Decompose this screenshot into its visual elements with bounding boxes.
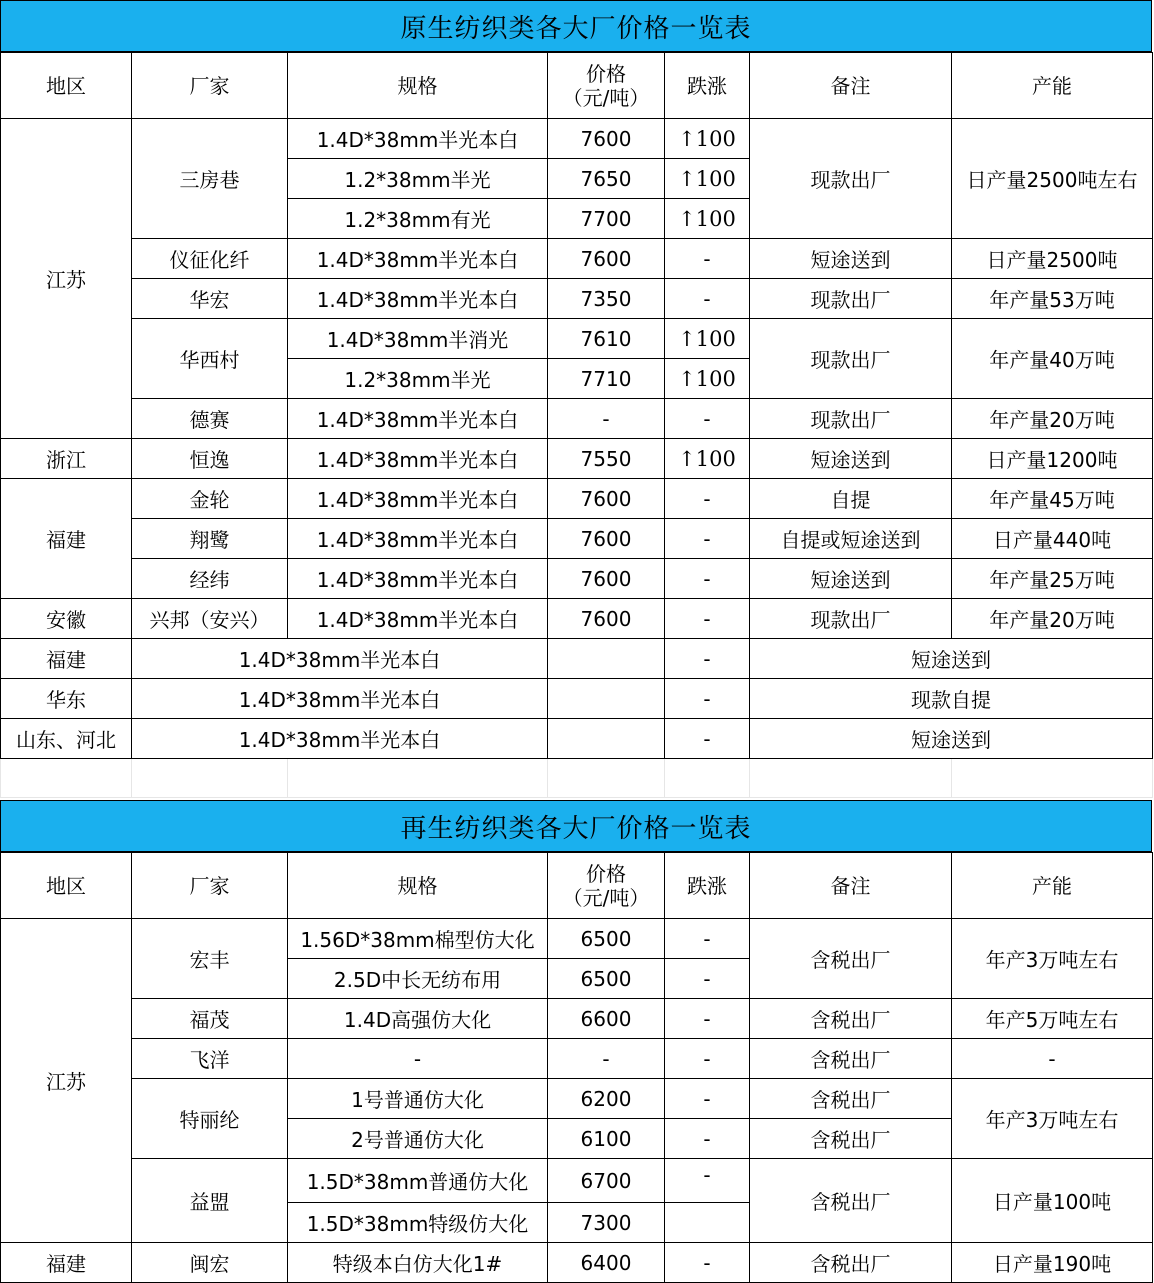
capacity-cell: 日产量2500吨 (952, 239, 1153, 279)
header-note: 备注 (750, 853, 952, 919)
note-cell: 含税出厂 (750, 1243, 952, 1283)
capacity-cell: 日产量100吨 (952, 1159, 1153, 1243)
change-cell: ↑100 (665, 199, 750, 239)
capacity-cell: 年产5万吨左右 (952, 999, 1153, 1039)
capacity-cell: 年产3万吨左右 (952, 1079, 1153, 1159)
header-capacity: 产能 (952, 853, 1153, 919)
spacer-cell (548, 759, 665, 798)
table-row (1, 119, 1153, 159)
capacity-cell: 年产量25万吨 (952, 559, 1153, 599)
note-cell: 短途送到 (750, 559, 952, 599)
price-cell: 7710 (548, 359, 665, 399)
header-price-line1: 价格 (586, 61, 626, 86)
factory-cell: 经纬 (132, 559, 288, 599)
spacer-cell (1, 759, 132, 798)
region-cell: 安徽 (1, 599, 132, 639)
factory-cell: 宏丰 (132, 919, 288, 999)
spec-cell: 1.4D*38mm半光本白 (288, 559, 548, 599)
price-cell: 7600 (548, 559, 665, 599)
spec-cell: 1.4D*38mm半光本白 (288, 119, 548, 159)
header-price (548, 53, 665, 119)
price-cell: 6100 (548, 1119, 665, 1159)
header-note: 备注 (750, 53, 952, 119)
table2-title: 再生纺织类各大厂价格一览表 (0, 800, 1152, 852)
change-cell: - (665, 479, 750, 519)
spec-cell: 1.4D*38mm半光本白 (288, 439, 548, 479)
spec-cell: 1.4D*38mm半光本白 (288, 599, 548, 639)
capacity-cell: 日产量440吨 (952, 519, 1153, 559)
table-row (1, 479, 1153, 519)
price-cell: 6600 (548, 999, 665, 1039)
price-cell: 7600 (548, 119, 665, 159)
note-cell: 现款出厂 (750, 599, 952, 639)
capacity-cell: 年产3万吨左右 (952, 919, 1153, 999)
price-cell (548, 679, 665, 719)
spec-cell: 1.4D*38mm半光本白 (288, 399, 548, 439)
factory-cell: 德赛 (132, 399, 288, 439)
header-price-line1: 价格 (586, 861, 626, 886)
table-row (1, 319, 1153, 359)
header-price (548, 853, 665, 919)
header-change: 跌涨 (665, 53, 750, 119)
spacer-cell (952, 759, 1153, 798)
change-cell: ↑100 (665, 439, 750, 479)
factory-cell: 三房巷 (132, 119, 288, 239)
capacity-cell: 日产量190吨 (952, 1243, 1153, 1283)
region-cell: 浙江 (1, 439, 132, 479)
market-row (1, 719, 1153, 759)
change-cell: - (665, 919, 750, 959)
table2 (0, 852, 1153, 1283)
change-cell: - (665, 1079, 750, 1119)
region-cell: 山东、河北 (1, 719, 132, 759)
table-row (1, 559, 1153, 599)
price-cell: 6500 (548, 919, 665, 959)
factory-cell: 兴邦（安兴） (132, 599, 288, 639)
spacer-cell (288, 759, 548, 798)
factory-cell: 恒逸 (132, 439, 288, 479)
note-cell: 含税出厂 (750, 999, 952, 1039)
change-cell: - (665, 999, 750, 1039)
table-row (1, 1039, 1153, 1079)
price-cell: - (548, 399, 665, 439)
header-factory: 厂家 (132, 853, 288, 919)
spec-cell: 2.5D中长无纺布用 (288, 959, 548, 999)
price-cell: 6200 (548, 1079, 665, 1119)
table1-title: 原生纺织类各大厂价格一览表 (0, 0, 1152, 52)
table-row (1, 439, 1153, 479)
spec-cell: 1号普通仿大化 (288, 1079, 548, 1119)
price-cell: 7300 (548, 1203, 665, 1243)
header-price-line2: （元/吨） (562, 885, 650, 910)
region-cell: 福建 (1, 1243, 132, 1283)
capacity-cell: 年产量20万吨 (952, 599, 1153, 639)
change-cell: ↑100 (665, 359, 750, 399)
change-cell: - (665, 679, 750, 719)
change-cell: - (665, 1119, 750, 1159)
note-cell: 现款出厂 (750, 399, 952, 439)
spec-cell: 1.2*38mm半光 (288, 159, 548, 199)
spec-cell: 1.4D*38mm半光本白 (288, 479, 548, 519)
change-cell: - (665, 1243, 750, 1283)
change-cell: - (665, 599, 750, 639)
capacity-cell: 年产量20万吨 (952, 399, 1153, 439)
change-cell: ↑100 (665, 159, 750, 199)
change-cell (665, 1203, 750, 1243)
header-price-line2: （元/吨） (562, 85, 650, 110)
price-cell: 6500 (548, 959, 665, 999)
change-cell: - (665, 719, 750, 759)
table2-header-row (1, 853, 1153, 919)
spec-cell: 1.4D*38mm半光本白 (132, 639, 548, 679)
factory-cell: 飞洋 (132, 1039, 288, 1079)
header-region: 地区 (1, 853, 132, 919)
region-cell: 华东 (1, 679, 132, 719)
note-cell: 现款出厂 (750, 119, 952, 239)
spec-cell: 1.2*38mm有光 (288, 199, 548, 239)
region-cell: 江苏 (1, 119, 132, 439)
note-cell: 含税出厂 (750, 1039, 952, 1079)
factory-cell: 华西村 (132, 319, 288, 399)
price-cell: 7700 (548, 199, 665, 239)
factory-cell: 益盟 (132, 1159, 288, 1243)
spec-cell: 1.56D*38mm棉型仿大化 (288, 919, 548, 959)
table1 (0, 52, 1153, 798)
spacer-cell (750, 759, 952, 798)
note-cell: 含税出厂 (750, 1159, 952, 1243)
factory-cell: 仪征化纤 (132, 239, 288, 279)
header-factory: 厂家 (132, 53, 288, 119)
spacer-cell (665, 759, 750, 798)
market-row (1, 679, 1153, 719)
note-cell: 现款出厂 (750, 279, 952, 319)
spec-cell: 1.2*38mm半光 (288, 359, 548, 399)
price-cell: 7600 (548, 599, 665, 639)
price-cell: - (548, 1039, 665, 1079)
capacity-cell: 年产量45万吨 (952, 479, 1153, 519)
region-cell: 福建 (1, 639, 132, 679)
note-cell: 现款自提 (750, 679, 1153, 719)
note-cell: 自提 (750, 479, 952, 519)
table-row (1, 399, 1153, 439)
note-cell: 含税出厂 (750, 919, 952, 999)
change-cell: - (665, 399, 750, 439)
region-cell: 江苏 (1, 919, 132, 1243)
region-cell: 福建 (1, 479, 132, 599)
capacity-cell: - (952, 1039, 1153, 1079)
market-row (1, 639, 1153, 679)
factory-cell: 福茂 (132, 999, 288, 1039)
spec-cell: 1.4D*38mm半光本白 (288, 519, 548, 559)
factory-cell: 翔鹭 (132, 519, 288, 559)
factory-cell: 华宏 (132, 279, 288, 319)
table-row (1, 279, 1153, 319)
price-cell: 7600 (548, 479, 665, 519)
table-row (1, 919, 1153, 959)
spec-cell: 1.4D*38mm半光本白 (288, 239, 548, 279)
table-row (1, 1159, 1153, 1203)
spec-cell: - (288, 1039, 548, 1079)
change-cell: - (665, 519, 750, 559)
price-cell: 7600 (548, 239, 665, 279)
note-cell: 短途送到 (750, 639, 1153, 679)
header-capacity: 产能 (952, 53, 1153, 119)
note-cell: 短途送到 (750, 239, 952, 279)
price-cell (548, 719, 665, 759)
capacity-cell: 日产量1200吨 (952, 439, 1153, 479)
table-row (1, 599, 1153, 639)
table-row (1, 999, 1153, 1039)
price-cell: 7600 (548, 519, 665, 559)
change-cell: - (665, 1159, 750, 1203)
table-row (1, 519, 1153, 559)
price-cell (548, 639, 665, 679)
price-cell: 6700 (548, 1159, 665, 1203)
price-cell: 7650 (548, 159, 665, 199)
note-cell: 短途送到 (750, 719, 1153, 759)
note-cell: 短途送到 (750, 439, 952, 479)
change-cell: - (665, 279, 750, 319)
spec-cell: 1.5D*38mm特级仿大化 (288, 1203, 548, 1243)
spec-cell: 1.4D*38mm半消光 (288, 319, 548, 359)
spacer-cell (132, 759, 288, 798)
header-spec: 规格 (288, 853, 548, 919)
note-cell: 含税出厂 (750, 1079, 952, 1119)
change-cell: - (665, 959, 750, 999)
factory-cell: 金轮 (132, 479, 288, 519)
table1-header-row (1, 53, 1153, 119)
change-cell: ↑100 (665, 119, 750, 159)
table-row (1, 239, 1153, 279)
header-spec: 规格 (288, 53, 548, 119)
note-cell: 自提或短途送到 (750, 519, 952, 559)
price-cell: 7610 (548, 319, 665, 359)
factory-cell: 特丽纶 (132, 1079, 288, 1159)
price-cell: 6400 (548, 1243, 665, 1283)
table-row (1, 1243, 1153, 1283)
note-cell: 含税出厂 (750, 1119, 952, 1159)
spec-cell: 2号普通仿大化 (288, 1119, 548, 1159)
change-cell: ↑100 (665, 319, 750, 359)
capacity-cell: 日产量2500吨左右 (952, 119, 1153, 239)
spec-cell: 1.4D高强仿大化 (288, 999, 548, 1039)
capacity-cell: 年产量40万吨 (952, 319, 1153, 399)
change-cell: - (665, 239, 750, 279)
header-change: 跌涨 (665, 853, 750, 919)
spacer-row (1, 759, 1153, 798)
price-cell: 7550 (548, 439, 665, 479)
change-cell: - (665, 559, 750, 599)
factory-cell: 闽宏 (132, 1243, 288, 1283)
price-cell: 7350 (548, 279, 665, 319)
spec-cell: 1.5D*38mm普通仿大化 (288, 1159, 548, 1203)
header-region: 地区 (1, 53, 132, 119)
change-cell: - (665, 639, 750, 679)
capacity-cell: 年产量53万吨 (952, 279, 1153, 319)
spec-cell: 1.4D*38mm半光本白 (132, 679, 548, 719)
note-cell: 现款出厂 (750, 319, 952, 399)
table-row (1, 1079, 1153, 1119)
change-cell: - (665, 1039, 750, 1079)
spec-cell: 特级本白仿大化1# (288, 1243, 548, 1283)
spec-cell: 1.4D*38mm半光本白 (288, 279, 548, 319)
spec-cell: 1.4D*38mm半光本白 (132, 719, 548, 759)
